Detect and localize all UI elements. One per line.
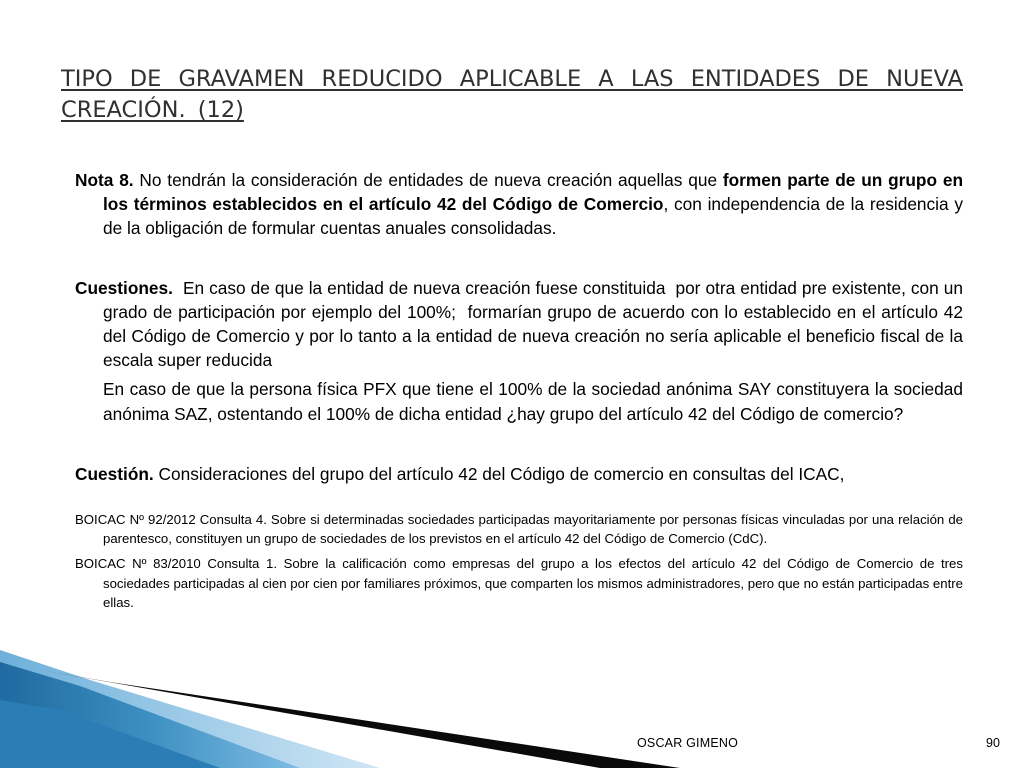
footer-page-number: 90 — [986, 736, 1000, 750]
cuestion-paragraph — [75, 462, 963, 486]
nota-text-2: , con independencia de la residencia y de la obligación de formular cuentas anuales consolidadas. — [103, 194, 963, 239]
footer-author: OSCAR GIMENO — [637, 736, 739, 750]
cuestiones-paragraph — [75, 276, 973, 373]
nota-text-1: No tendrán la consideración de entidades de nueva creación aquellas que — [133, 170, 723, 190]
nota-label: Nota 8. — [75, 170, 134, 190]
pfx-question-paragraph: En caso de que la persona física PFX que tiene el 100% de la sociedad anónima SAY constituyera la sociedad anónima SAZ, ostentando el 100% de dicha entidad ¿hay grupo del artículo 42 del Código de comercio? — [103, 379, 963, 424]
cuestion-text: Consideraciones del grupo del artículo 42 del Código de comercio en consultas del ICAC, — [153, 463, 845, 484]
cuestiones-text: En caso de que la entidad de nueva creación fuese constituida por otra entidad pre existente, con un grado de participación por ejemplo del 100%; formarían grupo de acuerdo con lo establecido en el artículo 42 del Código de Comercio y por lo tanto a la entidad de nueva creación no sería aplicable el beneficio fiscal de la escala super reducida — [103, 277, 973, 371]
cuestiones-label: Cuestiones. — [75, 277, 173, 298]
decorative-corner-swoosh — [0, 640, 680, 768]
nota-paragraph — [75, 168, 963, 241]
nota-bold-text: formen parte de un grupo en los términos establecidos en el artículo 42 del Código de Comercio — [103, 170, 963, 215]
cuestion-label: Cuestión. — [75, 463, 154, 484]
slide-body — [75, 168, 973, 612]
slide-title: TIPO DE GRAVAMEN REDUCIDO APLICABLE A LAS ENTIDADES DE NUEVA CREACIÓN. (12) — [61, 66, 963, 123]
boicac-92-2012-paragraph: BOICAC Nº 92/2012 Consulta 4. Sobre si determinadas sociedades participadas mayoritariamente por personas físicas vinculadas por una relación de parentesco, constituyen un grupo de sociedades de los previstos en el artículo 42 del Código de Comercio (CdC). — [75, 512, 963, 547]
boicac-83-2010-paragraph: BOICAC Nº 83/2010 Consulta 1. Sobre la calificación como empresas del grupo a los efectos del artículo 42 del Código de Comercio de tres sociedades participadas al cien por cien por familiares próximos, que comparten los mismos administradores, pero que no están participadas entre ellas. — [75, 556, 963, 610]
